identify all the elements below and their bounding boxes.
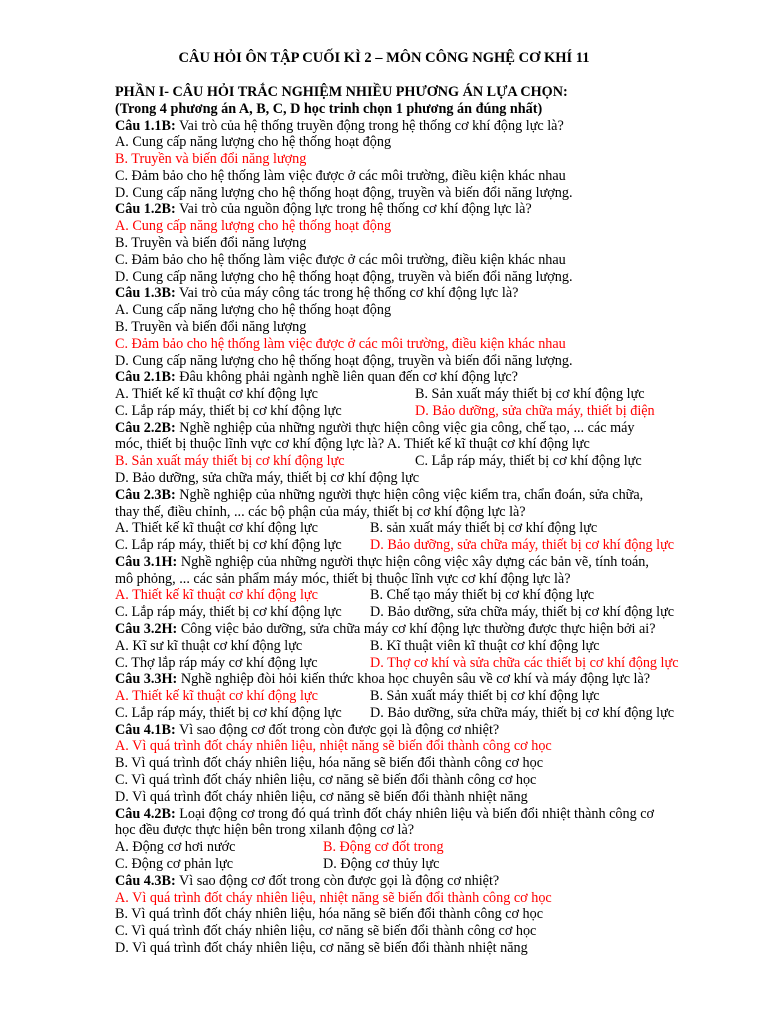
section-heading: PHẦN I- CÂU HỎI TRẮC NGHIỆM NHIỀU PHƯƠNG ÁN LỰA CHỌN: — [115, 84, 568, 100]
question-number: Câu 4.2B: — [115, 805, 176, 822]
option-b: B. Sản xuất máy thiết bị cơ khí động lực — [415, 386, 645, 403]
option-a: A. Thiết kế kĩ thuật cơ khí động lực — [115, 520, 318, 537]
question-number: Câu 1.3B: — [115, 285, 176, 302]
question-number: Câu 1.1B: — [115, 117, 176, 134]
option-d-correct: D. Bảo dưỡng, sửa chữa máy, thiết bị cơ khí động lực — [370, 537, 675, 554]
question-1-3 — [115, 285, 715, 302]
option-d: D. Vì quá trình đốt cháy nhiên liệu, cơ năng sẽ biến đổi thành nhiệt năng — [115, 939, 528, 956]
question-text-cont: học đều được thực hiện bên trong xilanh động cơ là? — [115, 822, 415, 839]
option-b: B. Sản xuất máy thiết bị cơ khí động lực — [370, 688, 600, 705]
option-a: A. Thiết kế kĩ thuật cơ khí động lực — [384, 436, 590, 453]
question-number: Câu 4.3B: — [115, 872, 176, 889]
option-d-correct: D. Thợ cơ khí và sửa chữa các thiết bị cơ khí động lực — [370, 654, 679, 671]
question-text: Vì sao động cơ đốt trong còn được gọi là động cơ nhiệt? — [175, 721, 500, 738]
question-text: Vai trò của máy công tác trong hệ thống cơ khí động lực là? — [175, 285, 519, 302]
option-a-correct: A. Cung cấp năng lượng cho hệ thống hoạt động — [115, 218, 392, 235]
option-c: C. Động cơ phản lực — [115, 855, 234, 872]
options-row — [115, 604, 715, 621]
options-row — [115, 638, 715, 655]
question-text-cont — [115, 436, 715, 453]
question-text: móc, thiết bị thuộc lĩnh vực cơ khí động lực là? — [115, 436, 385, 453]
option-c-correct: C. Đảm bảo cho hệ thống làm việc được ở các môi trường, điều kiện khác nhau — [115, 335, 566, 352]
question-3-3 — [115, 671, 715, 688]
options-row — [115, 537, 715, 554]
question-text: Nghề nghiệp của những người thực hiện công việc kiểm tra, chẩn đoán, sửa chữa, — [175, 486, 644, 503]
question-4-3 — [115, 873, 715, 890]
question-3-2 — [115, 621, 715, 638]
question-text: Nghề nghiệp của những người thực hiện công việc gia công, chế tạo, ... các máy — [175, 419, 635, 436]
option-d: D. Cung cấp năng lượng cho hệ thống hoạt động, truyền và biến đổi năng lượng. — [115, 184, 573, 201]
question-2-2 — [115, 420, 715, 437]
option-a: A. Động cơ hơi nước — [115, 839, 236, 856]
options-row — [115, 386, 715, 403]
option-d: D. Bảo dưỡng, sửa chữa máy, thiết bị cơ khí động lực — [370, 604, 675, 621]
option-b: B. Chế tạo máy thiết bị cơ khí động lực — [370, 587, 595, 604]
section-instruction: (Trong 4 phương án A, B, C, D học trinh chọn 1 phương án đúng nhất) — [115, 100, 543, 117]
question-2-1 — [115, 369, 715, 386]
option-a: A. Kĩ sư kĩ thuật cơ khí động lực — [115, 637, 303, 654]
option-c: C. Đảm bảo cho hệ thống làm việc được ở các môi trường, điều kiện khác nhau — [115, 167, 566, 184]
question-text: Đâu không phải ngành nghề liên quan đến cơ khí động lực? — [175, 369, 518, 386]
option-b: B. Vì quá trình đốt cháy nhiên liệu, hóa năng sẽ biến đổi thành công cơ học — [115, 906, 544, 923]
option-a-correct: A. Vì quá trình đốt cháy nhiên liệu, nhiệt năng sẽ biến đổi thành công cơ học — [115, 889, 552, 906]
question-4-2 — [115, 806, 715, 823]
options-row — [115, 587, 715, 604]
question-text-cont: mô phỏng, ... các sản phẩm máy móc, thiết bị thuộc lĩnh vực cơ khí động lực là? — [115, 570, 571, 587]
option-b: B. Kĩ thuật viên kĩ thuật cơ khí động lực — [370, 637, 600, 654]
option-a: A. Cung cấp năng lượng cho hệ thống hoạt động — [115, 302, 392, 319]
option-b: B. Vì quá trình đốt cháy nhiên liệu, hóa năng sẽ biến đổi thành công cơ học — [115, 755, 544, 772]
option-d: D. Cung cấp năng lượng cho hệ thống hoạt động, truyền và biến đổi năng lượng. — [115, 352, 573, 369]
option-d-correct: D. Bảo dưỡng, sửa chữa máy, thiết bị điện — [415, 402, 655, 419]
option-a-correct: A. Thiết kế kĩ thuật cơ khí động lực — [115, 688, 318, 705]
option-c: C. Lắp ráp máy, thiết bị cơ khí động lực — [115, 402, 342, 419]
question-text: Công việc bảo dưỡng, sửa chữa máy cơ khí động lực thường được thực hiện bởi ai? — [177, 621, 656, 637]
document-body — [115, 84, 715, 957]
question-number: Câu 1.2B: — [115, 201, 176, 218]
option-d: D. Cung cấp năng lượng cho hệ thống hoạt động, truyền và biến đổi năng lượng. — [115, 268, 573, 285]
question-number: Câu 4.1B: — [115, 721, 176, 738]
page-title: CÂU HỎI ÔN TẬP CUỐI KÌ 2 – MÔN CÔNG NGHỆ CƠ KHÍ 11 — [178, 50, 590, 66]
options-row — [115, 655, 715, 672]
question-text: Vai trò của nguồn động lực trong hệ thống cơ khí động lực là? — [175, 201, 532, 218]
option-b-correct: B. Sản xuất máy thiết bị cơ khí động lực — [115, 453, 345, 470]
question-number: Câu 3.2H: — [115, 621, 178, 637]
question-number: Câu 3.3H: — [115, 671, 178, 688]
question-number: Câu 3.1H: — [115, 553, 178, 570]
options-row — [115, 856, 715, 873]
options-row — [115, 688, 715, 705]
option-a-correct: A. Thiết kế kĩ thuật cơ khí động lực — [115, 587, 318, 604]
option-b-correct: B. Động cơ đốt trong — [323, 839, 444, 856]
options-row — [115, 520, 715, 537]
options-row — [115, 839, 715, 856]
option-a: A. Thiết kế kĩ thuật cơ khí động lực — [115, 386, 318, 403]
option-b: B. sản xuất máy thiết bị cơ khí động lực — [370, 520, 598, 537]
question-3-1 — [115, 554, 715, 571]
question-2-3 — [115, 487, 715, 504]
option-c: C. Lắp ráp máy, thiết bị cơ khí động lực — [115, 537, 342, 554]
option-b: B. Truyền và biến đổi năng lượng — [115, 235, 307, 252]
question-text: Nghề nghiệp đòi hỏi kiến thức khoa học chuyên sâu về cơ khí và máy động lực là? — [177, 671, 651, 688]
question-1-1 — [115, 118, 715, 135]
question-1-2 — [115, 201, 715, 218]
option-a: A. Cung cấp năng lượng cho hệ thống hoạt động — [115, 134, 392, 151]
question-text: Loại động cơ trong đó quá trình đốt cháy nhiên liệu và biến đổi nhiệt thành công cơ — [175, 805, 655, 822]
option-c: C. Lắp ráp máy, thiết bị cơ khí động lực — [115, 704, 342, 721]
option-d: D. Vì quá trình đốt cháy nhiên liệu, cơ năng sẽ biến đổi thành nhiệt năng — [115, 788, 528, 805]
question-text-cont: thay thế, điều chỉnh, ... các bộ phận của máy, thiết bị cơ khí động lực là? — [115, 503, 526, 520]
option-b: B. Truyền và biến đổi năng lượng — [115, 318, 307, 335]
option-d: D. Bảo dưỡng, sửa chữa máy, thiết bị cơ khí động lực — [370, 704, 675, 721]
options-row — [115, 453, 715, 470]
option-d: D. Động cơ thủy lực — [323, 855, 440, 872]
question-text: Vai trò của hệ thống truyền động trong hệ thống cơ khí động lực là? — [175, 117, 564, 134]
question-number: Câu 2.2B: — [115, 419, 176, 436]
options-row — [115, 705, 715, 722]
question-text: Nghề nghiệp của những người thực hiện công việc xây dựng các bản vẽ, tính toán, — [177, 553, 649, 570]
option-c: C. Đảm bảo cho hệ thống làm việc được ở các môi trường, điều kiện khác nhau — [115, 251, 566, 268]
question-4-1 — [115, 722, 715, 739]
option-c: C. Vì quá trình đốt cháy nhiên liệu, cơ năng sẽ biến đổi thành công cơ học — [115, 772, 537, 789]
option-c: C. Lắp ráp máy, thiết bị cơ khí động lực — [115, 604, 342, 621]
options-row — [115, 403, 715, 420]
option-c: C. Vì quá trình đốt cháy nhiên liệu, cơ năng sẽ biến đổi thành công cơ học — [115, 923, 537, 940]
question-number: Câu 2.3B: — [115, 486, 176, 503]
question-number: Câu 2.1B: — [115, 369, 176, 386]
option-c: C. Lắp ráp máy, thiết bị cơ khí động lực — [415, 453, 642, 470]
option-b-correct: B. Truyền và biến đổi năng lượng — [115, 151, 307, 168]
option-d: D. Bảo dưỡng, sửa chữa máy, thiết bị cơ khí động lực — [115, 469, 420, 486]
option-a-correct: A. Vì quá trình đốt cháy nhiên liệu, nhiệt năng sẽ biến đổi thành công cơ học — [115, 738, 552, 755]
option-c: C. Thợ lắp ráp máy cơ khí động lực — [115, 654, 318, 671]
question-text: Vì sao động cơ đốt trong còn được gọi là động cơ nhiệt? — [175, 872, 500, 889]
